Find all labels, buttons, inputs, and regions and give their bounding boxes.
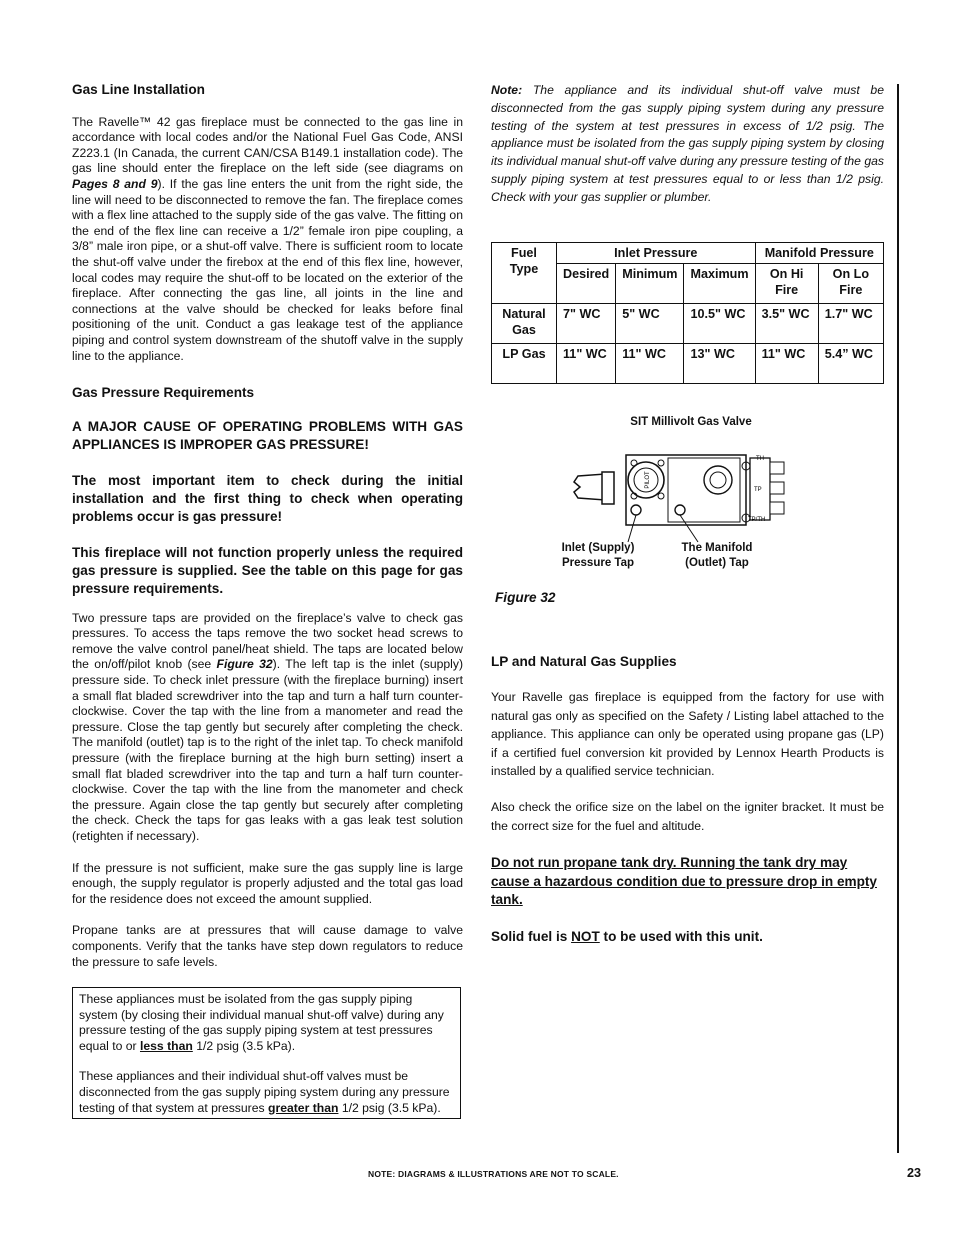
pages-reference: Pages 8 and 9	[72, 176, 158, 191]
warning-required-pressure: This fireplace will not function properly unless the required gas pressure is supplied. See the table on this page for gas pressure requirements.	[72, 544, 463, 596]
table-cell-fuel: Natural Gas	[492, 304, 557, 344]
isolation-notice-box	[72, 987, 461, 1119]
warning-most-important: The most important item to check during the initial installation and the first thing to check when operating problems occur is gas pressure!	[72, 472, 463, 524]
notice2-text-a: These appliances and their individual shut-off valves must be disconnected from the gas supply piping system during any pressure testing of that system at pressures	[79, 1069, 450, 1115]
heading-lp-natural-gas: LP and Natural Gas Supplies	[491, 654, 677, 669]
table-subheader: Desired	[557, 264, 616, 304]
paragraph-orifice: Also check the orifice size on the label on the igniter bracket. It must be the correct size for the fuel and altitude.	[491, 800, 884, 833]
vertical-rule	[897, 84, 899, 1153]
paragraph-insufficient-pressure: If the pressure is not sufficient, make sure the gas supply line is large enough, the supply regulator is properly adjusted and the total gas load for the residence does not exceed the amount supplied.	[72, 860, 463, 906]
table-cell: 11" WC	[557, 344, 616, 384]
table-header-manifold: Manifold Pressure	[755, 243, 883, 264]
operator-dial	[704, 466, 732, 494]
gas-valve-diagram	[560, 448, 810, 543]
table-cell: 3.5" WC	[755, 304, 818, 344]
table-cell: 13" WC	[684, 344, 755, 384]
table-header-fuel-type: Fuel Type	[492, 243, 557, 304]
table-row	[492, 344, 884, 384]
table-cell: 5" WC	[616, 304, 684, 344]
note-label: Note:	[491, 83, 523, 97]
manifold-tap-label: The Manifold (Outlet) Tap	[681, 542, 753, 569]
solid-text-b: to be used with this unit.	[599, 929, 763, 945]
paragraph-propane-tanks: Propane tanks are at pressures that will cause damage to valve components. Verify that the tanks have step down regulators to reduce the pressure to safe levels.	[72, 923, 463, 969]
terminal-label-tp: TP	[754, 487, 762, 493]
table-subheader: Maximum	[684, 264, 755, 304]
gas-pressure-table	[491, 242, 884, 384]
terminal-label-th: TH	[756, 456, 764, 462]
p1-text-b: ). If the gas line enters the unit from the right side, the line will need to be disconnected to remove the fan. The fireplace comes with a flex line attached to the supply side of the gas valve. The fitting on the end of the flex line can receive a 1/2” female iron pipe coupling, a 3/8” male iron pipe, or a shut-off valve. There is sufficient room to locate the shut-off valve under the firebox at the end of this flex line, however, local codes may require the shut-off to be located on the exterior of the fireplace. After connecting the gas line, all joints in the line and connections at the valve should be checked for leaks before final positioning of the unit. Conduct a gas leakage test of the appliance piping and control system downstream of the shutoff valve in the supply line to the appliance.	[72, 176, 463, 363]
table-subheader: On Lo Fire	[818, 264, 883, 304]
inlet-fitting	[602, 472, 614, 504]
table-cell: 11" WC	[755, 344, 818, 384]
figure-reference: Figure 32	[216, 657, 273, 672]
inlet-tap-label: Inlet (Supply) Pressure Tap	[561, 542, 635, 569]
notice2-emphasis: greater than	[268, 1100, 339, 1115]
p1-text-a: The Ravelle™ 42 gas fireplace must be connected to the gas line in accordance with local codes and/or the National Fuel Gas Code, ANSI Z223.1 (In Canada, the current CAN/CSA B149.1 installation code). The gas line should enter the fireplace on the left side (see diagrams on	[72, 114, 463, 176]
warning-propane-dry: Do not run propane tank dry. Running the tank dry may cause a hazardous condition due to pressure drop in empty tank.	[491, 855, 877, 908]
page-number: 23	[907, 1166, 922, 1180]
table-cell: 1.7" WC	[818, 304, 883, 344]
p2-text-a: Two pressure taps are provided on the fireplace’s valve to check gas pressures. To access the taps remove the two socket head screws to remove the valve control panel/heat shield. The taps are located below the on/off/pilot knob (see	[72, 610, 463, 672]
notice1-text-a: These appliances must be isolated from the gas supply piping system (by closing their individual manual shut-off valve) during any pressure testing of the gas supply piping system at test pressures equal to or	[79, 992, 444, 1053]
table-cell-fuel: LP Gas	[492, 344, 557, 384]
right-column-lower	[491, 653, 884, 947]
note-paragraph	[491, 82, 884, 207]
paragraph-pressure-taps	[72, 611, 463, 845]
terminal-tpth	[770, 502, 784, 514]
solid-emphasis: NOT	[571, 929, 600, 945]
notice1-text-b: 1/2 psig (3.5 kPa).	[192, 1038, 296, 1053]
p2-text-b: ). The left tap is the inlet (supply) pressure side. To check inlet pressure (with the fireplace burning) insert a small flat bladed screwdriver into the tap and turn a half turn counter-clockwise. Cover the tap with the line from a manometer and read the pressure. Close the tap gently but securely after completing the check. The manifold (outlet) tap is to the right of the inlet tap. To check manifold pressure (with the fireplace burning at the high burn setting) insert a small flat bladed screwdriver into the tap and turn a half turn counter-clockwise. Cover the tap with the line from the manometer and check the pressure. Again close the tap gently but securely after completing the check. Check the taps for gas leaks with a gas leak test solution (retighten if necessary).	[72, 657, 464, 843]
heading-gas-line-installation: Gas Line Installation	[72, 82, 205, 97]
solid-text-a: Solid fuel is	[491, 929, 572, 945]
table-header-inlet: Inlet Pressure	[557, 243, 756, 264]
knob-label: PILOT	[645, 471, 651, 489]
table-subheader: Minimum	[616, 264, 684, 304]
notice-disconnect	[79, 1069, 454, 1116]
terminal-th	[770, 462, 784, 474]
footer-note: NOTE: DIAGRAMS & ILLUSTRATIONS ARE NOT TO SCALE.	[368, 1169, 619, 1179]
warning-major-cause: A MAJOR CAUSE OF OPERATING PROBLEMS WITH GAS APPLIANCES IS IMPROPER GAS PRESSURE!	[72, 418, 463, 452]
figure-title: SIT Millivolt Gas Valve	[630, 416, 752, 428]
paragraph-factory-gas: Your Ravelle gas fireplace is equipped from the factory for use with natural gas only as specified on the Safety / Listing label attached to the appliance. This appliance can only be operated using propane gas (LP) if a certified fuel conversion kit provided by Lennox Hearth Products is installed by a qualified service technician.	[491, 690, 884, 779]
table-cell: 10.5" WC	[684, 304, 755, 344]
paragraph-gas-line	[72, 115, 463, 365]
table-cell: 11" WC	[616, 344, 684, 384]
inlet-pressure-tap	[631, 505, 641, 515]
terminal-tp	[770, 482, 784, 494]
right-column-note	[491, 82, 884, 207]
solid-fuel-warning	[491, 928, 884, 946]
heading-gas-pressure: Gas Pressure Requirements	[72, 385, 255, 401]
notice1-emphasis: less than	[139, 1038, 193, 1053]
inlet-pipe	[574, 474, 605, 500]
figure-caption: Figure 32	[495, 590, 556, 605]
table-subheader: On Hi Fire	[755, 264, 818, 304]
table-row	[492, 304, 884, 344]
notice2-text-b: 1/2 psig (3.5 kPa).	[338, 1100, 441, 1115]
table-cell: 7" WC	[557, 304, 616, 344]
note-text: The appliance and its individual shut-off valve must be disconnected from the gas supply piping system during any pressure testing of the system at test pressures in excess of 1/2 psig. The appliance must be isolated from the gas supply piping system by closing its individual manual shut-off valve during any pressure testing of the gas supply piping system at test pressures equal to or less than 1/2 psig. Check with your gas supplier or plumber.	[491, 83, 884, 204]
table-cell: 5.4” WC	[818, 344, 883, 384]
terminal-label-tpth: TP/TH	[748, 517, 766, 523]
manifold-pressure-tap	[675, 505, 685, 515]
notice-isolation	[79, 992, 454, 1054]
left-column	[72, 82, 463, 970]
